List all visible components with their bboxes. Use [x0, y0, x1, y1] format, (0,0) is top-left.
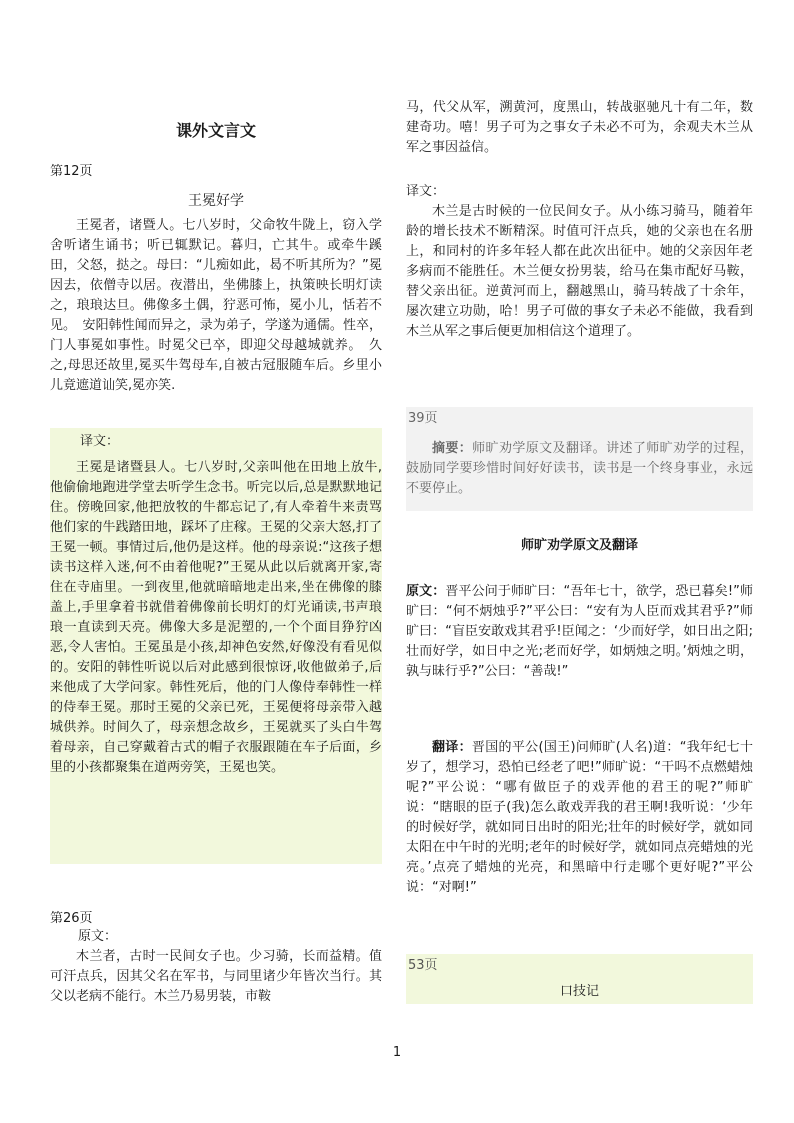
mulan-original-text: 木兰者，古时一民间女子也。少习骑，长而益精。值可汗点兵，因其父名在军书，与同里诸少年皆次当行。其父以老病不能行。木兰乃易男装，市鞍: [50, 949, 382, 1004]
mulan-original-continued: [406, 98, 753, 158]
section-title-wangmian: 王冕好学: [188, 193, 244, 209]
section-title-shikuang: 师旷劝学原文及翻译: [520, 538, 638, 553]
document-title: 课外文言文: [175, 121, 256, 140]
yuanwen-label: 原文：: [406, 584, 446, 599]
kouji-title: 口技记: [559, 984, 599, 999]
shikuang-original-block: [406, 582, 753, 682]
wangmian-original-text: 王冕者，诸暨人。七八岁时，父命牧牛陇上，窃入学舍听诸生诵书；听已辄默记。暮归，亡其牛。或牵牛蹊田，父怒，挞之。母曰：“儿痴如此，曷不听其所为？”冕因去，依僧寺以居。夜潜出，坐佛膝上，执策映长明灯读之，琅琅达旦。佛像多土偶，狞恶可怖，冕小儿，恬若不见。 安阳韩性闻而异之，录为弟子，学遂为通儒。性卒，门人事冕如事性。时冕父已卒，即迎父母越城就养。 久之,母思还故里,冕买牛驾母车,自被古冠服随车后。乡里小儿竟遮道讪笑,冕亦笑.: [50, 218, 382, 393]
original-label: 原文：: [78, 929, 118, 944]
page-ref-12: 第12页: [50, 164, 93, 179]
page-number: 1: [392, 1045, 402, 1060]
translation-label-right: 译文：: [406, 184, 446, 199]
page-ref-39: 39页: [408, 411, 438, 426]
mulan-original-block: [50, 927, 382, 1007]
shikuang-translation-block: [406, 738, 753, 898]
page-ref-26: 第26页: [50, 911, 93, 926]
summary-label: 摘要：: [432, 441, 473, 456]
shikuang-translation-text: 晋国的平公(国王)问师旷(人名)道：“我年纪七十岁了，想学习，恐怕已经老了吧!”师旷说：“干吗不点燃蜡烛呢?”平公说：“哪有做臣子的戏弄他的君王的呢?”师旷说：“瞎眼的臣子(我)怎么敢戏弄我的君王啊!我听说：‘少年的时候好学，就如同日出时的阳光;壮年的时候好学，就如同太阳在中午时的光明;老年的时候好学，就如同点亮蜡烛的光亮。’点亮了蜡烛的光亮，和黑暗中行走哪个更好呢?”平公说：“对啊!”: [406, 740, 753, 895]
wangmian-translation-text: 王冕是诸暨县人。七八岁时,父亲叫他在田地上放牛,他偷偷地跑进学堂去听学生念书。听完以后,总是默默地记住。傍晚回家,他把放牧的牛都忘记了,有人牵着牛来责骂他们家的牛践踏田地，踩坏了庄稼。王冕的父亲大怒,打了王冕一顿。事情过后,他仍是这样。他的母亲说:“这孩子想读书这样入迷,何不由着他呢?”王冕从此以后就离开家,寄住在寺庙里。一到夜里,他就暗暗地走出来,坐在佛像的膝盖上,手里拿着书就借着佛像前长明灯的灯光诵读,书声琅琅一直读到天亮。佛像大多是泥塑的,一个个面目狰狞凶恶,令人害怕。王冕虽是小孩,却神色安然,好像没有看见似的。安阳的韩性听说以后对此感到很惊讶,收他做弟子,后来他成了大学问家。韩性死后，他的门人像侍奉韩性一样的侍奉王冕。那时王冕的父亲已死，王冕便将母亲带入越城供养。时间久了，母亲想念故乡，王冕就买了头白牛驾着母亲，自己穿戴着古式的帽子衣服跟随在车子后面，乡里的小孩都聚集在道两旁笑，王冕也笑。: [50, 460, 382, 775]
mulan-translation-block: [406, 182, 753, 342]
wangmian-original-block: [50, 216, 382, 396]
shikuang-original-text: 晋平公问于师旷曰：“吾年七十，欲学，恐已暮矣!”师旷曰：“何不炳烛乎?”平公曰：“安有为人臣而戏其君乎?”师旷曰：“盲臣安敢戏其君乎!臣闻之：‘少而好学，如日出之阳;壮而好学，如日中之光;老而好学，如炳烛之明。’炳烛之明，孰与昧行乎?”公曰：“善哉!”: [406, 584, 753, 679]
kouji-block: [406, 954, 753, 1004]
mulan-translation-text: 木兰是古时候的一位民间女子。从小练习骑马，随着年龄的增长技术不断精深。时值可汗点兵，她的父亲也在名册上，和同村的许多年轻人都在此次出征中。她的父亲因年老多病而不能胜任。木兰便女扮男装，给马在集市配好马鞍，替父亲出征。逆黄河而上，翻越黑山，骑马转战了十余年，屡次建立功勋，哈！男子可做的事女子未必不能做，我看到木兰从军之事后便更加相信这个道理了。: [406, 204, 753, 339]
translation-label: 译文：: [80, 434, 120, 449]
wangmian-translation-block: [50, 428, 382, 864]
mulan-original-cont-text: 马，代父从军，溯黄河，度黑山，转战驱驰凡十有二年，数建奇功。嘻！男子可为之事女子未必不可为，余观夫木兰从军之事因益信。: [406, 100, 753, 155]
fanyi-label: 翻译：: [432, 740, 472, 755]
summary-text: 师旷劝学原文及翻译。讲述了师旷劝学的过程，鼓励同学要珍惜时间好好读书，读书是一个终身事业，永远不要停止。: [406, 441, 753, 496]
summary-block: [406, 407, 753, 511]
page-ref-53: 53页: [408, 958, 438, 973]
